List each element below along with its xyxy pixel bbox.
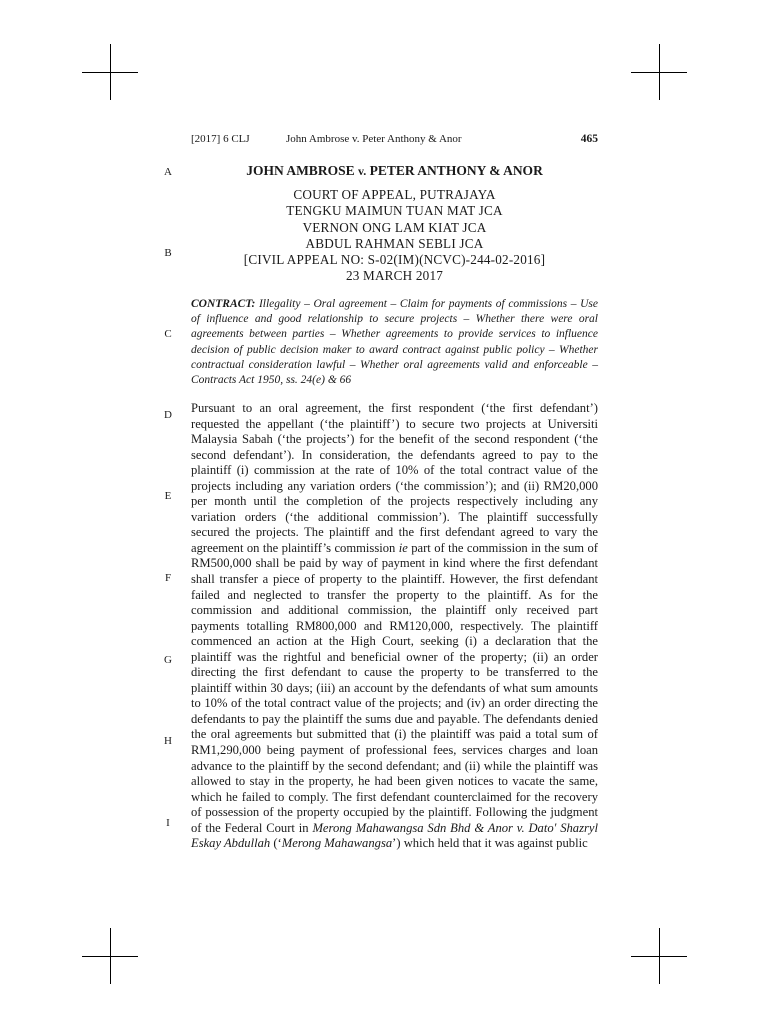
party-respondents: PETER ANTHONY & ANOR (369, 163, 543, 178)
margin-letter-g: G (164, 654, 172, 666)
court-details (191, 187, 598, 285)
margin-letter-d: D (164, 409, 172, 421)
appeal-number: [CIVIL APPEAL NO: S-02(IM)(NCVC)-244-02-2016] (243, 252, 546, 268)
margin-letter-f: F (164, 572, 172, 584)
headnote-paragraph (191, 401, 598, 852)
party-appellant: JOHN AMBROSE (246, 163, 355, 178)
headnote-text-1: Pursuant to an oral agreement, the first respondent (‘the first defendant’) requested the appellant (‘the plaintiff’) to secure two projects at Universiti Malaysia Sabah (‘the projects’) for the benefit of the second respondent (‘the second defendant’). In consideration, the defendants agreed to pay to the plaintiff (i) commission at the rate of 10% of the total contract value of the projects including any variation orders (‘the commission’); and (ii) RM20,000 per month until the completion of the projects respectively including any variation orders (‘the additional commission’). The plaintiff successfully secured the projects. The plaintiff and the first defendant agreed to vary the agreement on the plaintiff’s commission (191, 401, 598, 555)
margin-letter-h: H (164, 735, 172, 747)
margin-letter-e: E (164, 490, 172, 502)
court-name: COURT OF APPEAL, PUTRAJAYA (293, 187, 496, 202)
page-number: 465 (580, 133, 598, 145)
judge-2: VERNON ONG LAM KIAT JCA (302, 219, 487, 235)
short-title: John Ambrose v. Peter Anthony & Anor (286, 133, 462, 145)
catchwords-label: CONTRACT: (191, 298, 256, 310)
citation: [2017] 6 CLJ (191, 133, 250, 145)
margin-letter-c: C (164, 328, 172, 340)
judge-3: ABDUL RAHMAN SEBLI JCA (305, 235, 484, 251)
margin-letter-a: A (164, 166, 172, 178)
versus: v. (357, 164, 367, 178)
margin-letter-i: I (166, 817, 170, 829)
case-title (191, 163, 598, 179)
catchwords-text: Illegality – Oral agreement – Claim for payments of commissions – Use of influence and good relationship to secure projects – Whether there were oral agreements between parties – Whether agreements to provide services to influence decision of public decision maker to award contract against public policy – Whether contractual consideration lawful – Whether oral agreements valid and enforceable – Contracts Act 1950, ss. 24(e) & 66 (191, 298, 598, 387)
margin-letter-b: B (164, 247, 172, 259)
decision-date: 23 MARCH 2017 (345, 268, 444, 284)
judge-1: TENGKU MAIMUN TUAN MAT JCA (286, 203, 503, 219)
headnote-text-3: ’) which held that it was against public (392, 836, 588, 851)
case-citation: Merong Mahawangsa Sdn Bhd & Anor v. Dato' Shazryl Eskay Abdullah (191, 820, 598, 851)
headnote-text-2: part of the commission in the sum of RM500,000 shall be paid by way of payment in kind where the first defendant shall transfer a piece of property to the plaintiff. However, the first defendant failed and neglected to transfer the property to the plaintiff. As for the commission and additional commission, the plaintiff only received part payments totalling RM800,000 and RM120,000, respectively. The plaintiff commenced an action at the High Court, seeking (i) a declaration that the plaintiff was the rightful and beneficial owner of the property; (ii) an order directing the first defendant to cause the property to be transferred to the plaintiff within 30 days; (iii) an account by the defendants of what sum amounts to 10% of the total contract value of the projects; and (iv) an order directing the defendants to pay the plaintiff the sums due and payable. The defendants denied the oral agreements but submitted that (i) the plaintiff was paid a total sum of RM1,290,000 being payment of professional fees, services charges and loan advance to the plaintiff by the second defendant; and (ii) while the plaintiff was allowed to stay in the property, he had been given notices to vacate the same, which he failed to comply. The first defendant counterclaimed for the recovery of possession of the property occupied by the plaintiff. Following the judgment of the Federal Court in (191, 540, 598, 835)
headnote-ie: ie (398, 540, 408, 555)
running-header (191, 133, 598, 145)
catchwords (191, 297, 598, 388)
case-short-name: Merong Mahawangsa (281, 836, 393, 851)
paren-open: (‘ (273, 836, 282, 851)
